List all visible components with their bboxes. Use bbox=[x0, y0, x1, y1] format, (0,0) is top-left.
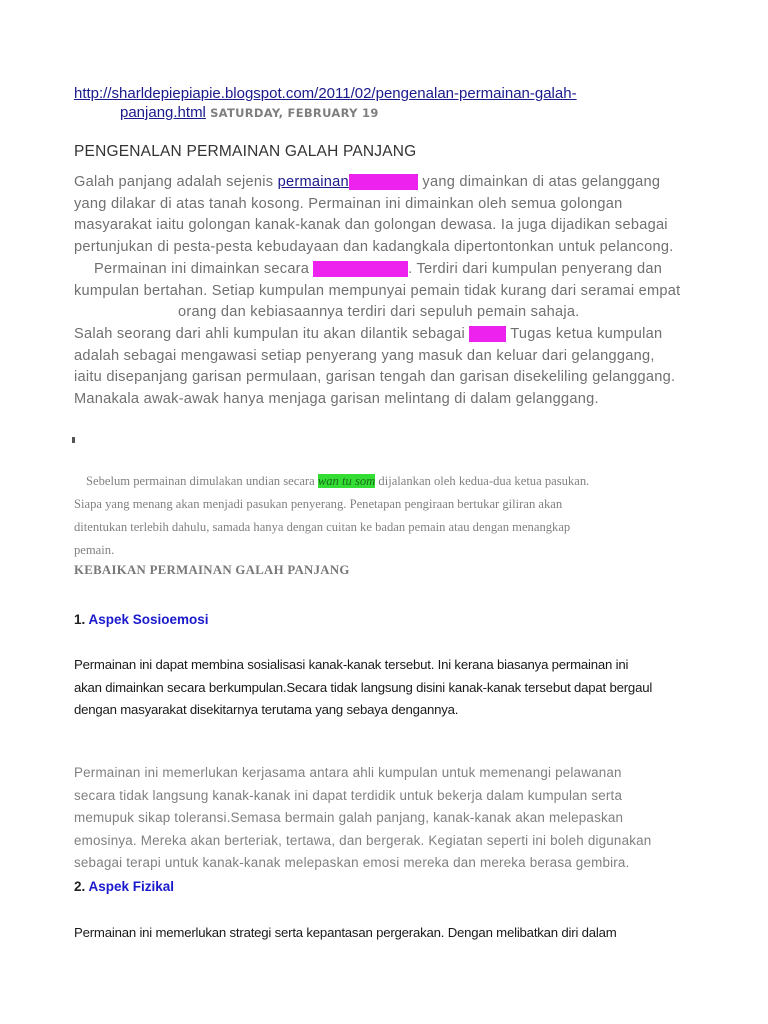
paragraph-line: sebagai terapi untuk kanak-kanak melepaskan emosi mereka dan mereka berasa gembira. bbox=[74, 855, 630, 870]
source-url-line2[interactable]: panjang.html bbox=[120, 104, 206, 121]
intro-line: kumpulan bertahan. Setiap kumpulan mempunyai pemain tidak kurang dari seramai empat bbox=[74, 282, 681, 299]
undian-text: dijalankan oleh kedua-dua ketua pasukan. bbox=[375, 474, 590, 488]
intro-line: iaitu disepanjang garisan permulaan, garisan tengah dan garisan disekeliling gelanggang. bbox=[74, 369, 676, 386]
fizikal-paragraph-1 bbox=[74, 922, 714, 945]
intro-text: . Terdiri dari kumpulan penyerang dan bbox=[408, 260, 663, 277]
page-title: PENGENALAN PERMAINAN GALAH PANJANG bbox=[74, 143, 417, 160]
post-date: SATURDAY, FEBRUARY 19 bbox=[210, 106, 379, 120]
paragraph-line: Permainan ini dapat membina sosialisasi kanak-kanak tersebut. Ini kerana biasanya permainan ini bbox=[74, 657, 629, 672]
paragraph-line: secara tidak langsung kanak-kanak ini dapat terdidik untuk bekerja dalam kumpulan serta bbox=[74, 787, 623, 803]
intro-text: Galah panjang adalah sejenis bbox=[74, 174, 278, 190]
intro-text: yang dimainkan di atas gelanggang bbox=[418, 174, 661, 190]
aspek-title: Aspek Fizikal bbox=[88, 879, 175, 894]
paragraph-line: Permainan ini memerlukan strategi serta kepantasan pergerakan. Dengan melibatkan diri dalam bbox=[74, 925, 617, 940]
intro-line: yang dilakar di atas tanah kosong. Permainan ini dimainkan oleh semua golongan bbox=[74, 195, 623, 212]
paragraph-line: dengan masyarakat disekitarnya terutama yang sebaya dengannya. bbox=[74, 702, 459, 717]
highlight-wan-tu-som: wan tu som bbox=[317, 474, 376, 488]
intro-line: adalah sebagai mengawasi setiap penyerang yang masuk dan keluar dari gelanggang, bbox=[74, 347, 655, 364]
paragraph-line: memupuk sikap toleransi.Semasa bermain galah panjang, kanak-kanak akan melepaskan bbox=[74, 810, 624, 825]
paragraph-line: emosinya. Mereka akan berteriak, tertawa, dan bergerak. Kegiatan seperti ini boleh digunakan bbox=[74, 832, 652, 848]
undian-line: Siapa yang menang akan menjadi pasukan penyerang. Penetapan pengiraan bertukar giliran akan bbox=[74, 497, 563, 511]
source-url-line1[interactable]: http://sharldepiepiapie.blogspot.com/2011/02/pengenalan-permainan-galah- bbox=[74, 85, 577, 102]
sosioemosi-paragraph-2 bbox=[74, 762, 714, 875]
kebaikan-heading: KEBAIKAN PERMAINAN GALAH PANJANG bbox=[74, 563, 350, 577]
aspek-number: 2. bbox=[74, 879, 89, 894]
permainan-link[interactable]: permainan bbox=[277, 174, 349, 190]
intro-text: Tugas ketua kumpulan bbox=[506, 325, 663, 342]
undian-line: ditentukan terlebih dahulu, samada hanya dengan cuitan ke badan pemain atau dengan menangkap bbox=[74, 520, 571, 534]
intro-line: pertunjukan di pesta-pesta kebudayaan dan kadangkala dipertontonkan untuk pelancong. bbox=[74, 239, 674, 256]
aspek-number: 1. bbox=[74, 612, 89, 627]
intro-line: orang dan kebiasaannya terdiri dari sepuluh pemain sahaja. bbox=[178, 304, 580, 321]
highlight-dua-kumpulan: dua kumpulan bbox=[313, 260, 409, 277]
intro-text: Salah seorang dari ahli kumpulan itu akan dilantik sebagai bbox=[74, 325, 470, 342]
paragraph-line: Permainan ini memerlukan kerjasama antara ahli kumpulan untuk memenangi pelawanan bbox=[74, 765, 622, 780]
source-url[interactable] bbox=[74, 84, 577, 123]
undian-text: Sebelum permainan dimulakan undian secara bbox=[86, 474, 318, 488]
intro-text: Permainan ini dimainkan secara bbox=[94, 260, 314, 277]
highlight-ketua: ketua bbox=[469, 325, 507, 342]
aspek-sosioemosi-heading bbox=[74, 612, 209, 627]
intro-line: masyarakat iaitu golongan kanak-kanak dan golongan dewasa. Ia juga dijadikan sebagai bbox=[74, 217, 668, 234]
aspek-fizikal-heading bbox=[74, 879, 174, 894]
aspek-title: Aspek Sosioemosi bbox=[88, 612, 209, 627]
paragraph-line: akan dimainkan secara berkumpulan.Secara tidak langsung disini kanak-kanak tersebut dapat bergaul bbox=[74, 679, 653, 695]
undian-line: pemain. bbox=[74, 543, 115, 557]
intro-paragraph bbox=[74, 172, 714, 411]
highlight-tradisional: tradisional bbox=[348, 174, 419, 190]
undian-paragraph bbox=[74, 470, 694, 562]
sosioemosi-paragraph-1 bbox=[74, 654, 714, 722]
intro-line: Manakala awak-awak hanya menjaga garisan melintang di dalam gelanggang. bbox=[74, 391, 599, 408]
bullet-mark bbox=[72, 437, 75, 443]
